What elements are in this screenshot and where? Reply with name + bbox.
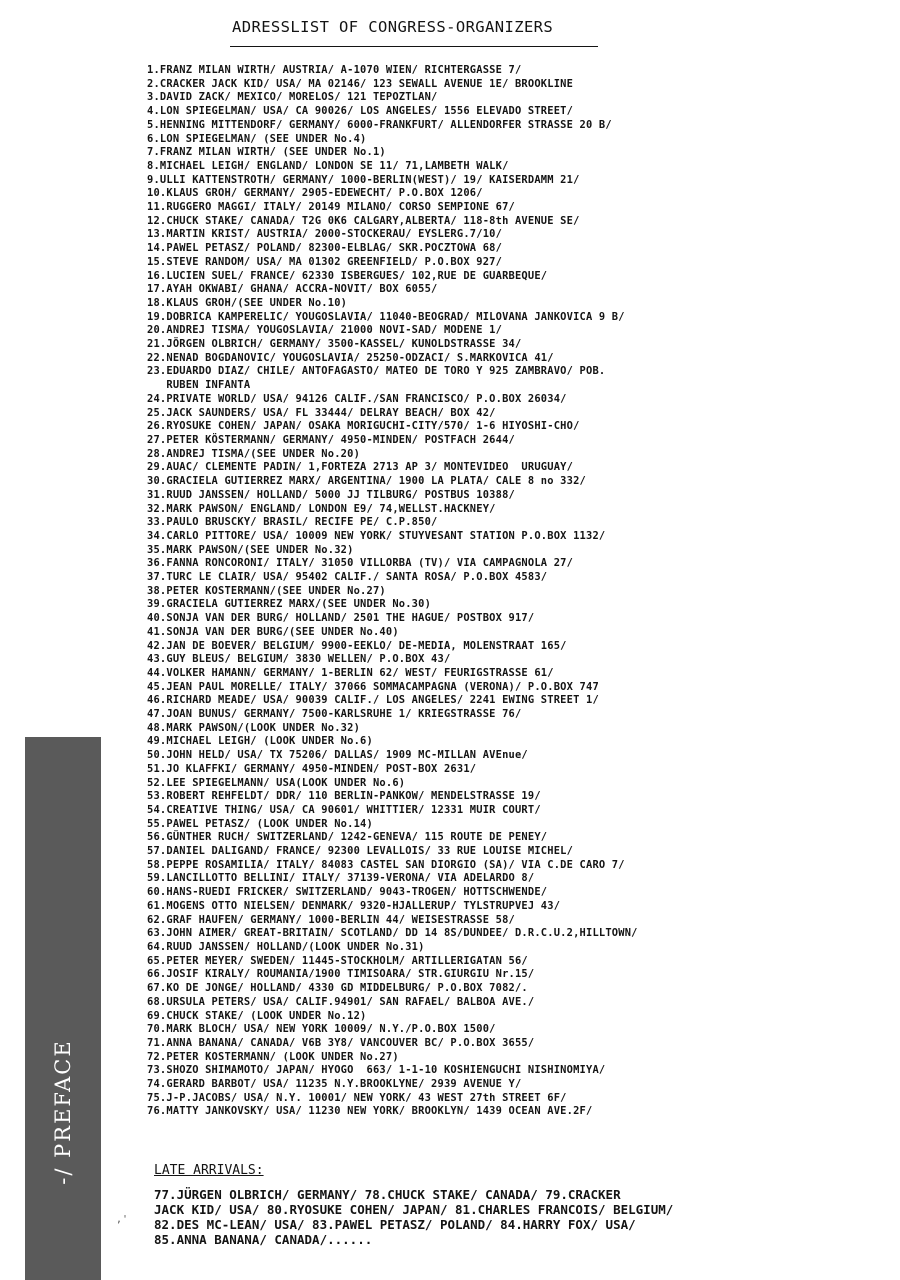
address-entry: 9.ULLI KATTENSTROTH/ GERMANY/ 1000-BERLIN(WEST)/ 19/ KAISERDAMM 21/	[147, 173, 580, 186]
address-entry: 61.MOGENS OTTO NIELSEN/ DENMARK/ 9320-HJALLERUP/ TYLSTRUPVEJ 43/	[147, 899, 561, 912]
address-entry: 45.JEAN PAUL MORELLE/ ITALY/ 37066 SOMMACAMPAGNA (VERONA)/ P.O.BOX 747	[147, 680, 599, 693]
address-entry: 41.SONJA VAN DER BURG/(SEE UNDER No.40)	[147, 625, 399, 638]
address-entry: 46.RICHARD MEADE/ USA/ 90039 CALIF./ LOS ANGELES/ 2241 EWING STREET 1/	[147, 694, 599, 707]
address-entry: 13.MARTIN KRIST/ AUSTRIA/ 2000-STOCKERAU/ EYSLERG.7/10/	[147, 228, 503, 241]
address-entry: 57.DANIEL DALIGAND/ FRANCE/ 92300 LEVALLOIS/ 33 RUE LOUISE MICHEL/	[147, 845, 574, 858]
address-entry: 56.GÜNTHER RUCH/ SWITZERLAND/ 1242-GENEVA/ 115 ROUTE DE PENEY/	[147, 831, 548, 844]
address-entry: 59.LANCILLOTTO BELLINI/ ITALY/ 37139-VERONA/ VIA ADELARDO 8/	[147, 872, 535, 885]
address-entry: 48.MARK PAWSON/(LOOK UNDER No.32)	[147, 721, 361, 734]
address-entry: 15.STEVE RANDOM/ USA/ MA 01302 GREENFIELD/ P.O.BOX 927/	[147, 255, 503, 268]
address-entry: 35.MARK PAWSON/(SEE UNDER No.32)	[147, 543, 354, 556]
section-side-tab	[25, 737, 101, 1280]
address-entry: 16.LUCIEN SUEL/ FRANCE/ 62330 ISBERGUES/ 102,RUE DE GUARBEQUE/	[147, 269, 548, 282]
address-entry: 11.RUGGERO MAGGI/ ITALY/ 20149 MILANO/ CORSO SEMPIONE 67/	[147, 201, 515, 214]
address-entry: 55.PAWEL PETASZ/ (LOOK UNDER No.14)	[147, 817, 373, 830]
address-entry: 19.DOBRICA KAMPERELIC/ YOUGOSLAVIA/ 11040-BEOGRAD/ MILOVANA JANKOVICA 9 B/	[147, 310, 625, 323]
address-entry: 49.MICHAEL LEIGH/ (LOOK UNDER No.6)	[147, 735, 373, 748]
address-entry: 42.JAN DE BOEVER/ BELGIUM/ 9900-EEKLO/ DE-MEDIA, MOLENSTRAAT 165/	[147, 639, 567, 652]
address-entry: 52.LEE SPIEGELMANN/ USA(LOOK UNDER No.6)	[147, 776, 406, 789]
address-entry: 30.GRACIELA GUTIERREZ MARX/ ARGENTINA/ 1900 LA PLATA/ CALE 8 no 332/	[147, 475, 586, 488]
title-underline	[230, 46, 598, 47]
stray-mark: ,'	[116, 1214, 129, 1225]
address-entry: 23.EDUARDO DIAZ/ CHILE/ ANTOFAGASTO/ MATEO DE TORO Y 925 ZAMBRAVO/ POB.	[147, 365, 606, 378]
address-entry: 62.GRAF HAUFEN/ GERMANY/ 1000-BERLIN 44/ WEISESTRASSE 58/	[147, 913, 515, 926]
address-entry: 27.PETER KÖSTERMANN/ GERMANY/ 4950-MINDEN/ POSTFACH 2644/	[147, 433, 515, 446]
late-arrival-line: 85.ANNA BANANA/ CANADA/......	[154, 1232, 373, 1247]
address-entry: 67.KO DE JONGE/ HOLLAND/ 4330 GD MIDDELBURG/ P.O.BOX 7082/.	[147, 982, 528, 995]
address-entry: RUBEN INFANTA	[147, 379, 251, 392]
address-entry: 63.JOHN AIMER/ GREAT-BRITAIN/ SCOTLAND/ DD 14 8S/DUNDEE/ D.R.C.U.2,HILLTOWN/	[147, 927, 638, 940]
address-entry: 10.KLAUS GROH/ GERMANY/ 2905-EDEWECHT/ P.O.BOX 1206/	[147, 187, 483, 200]
address-entry: 26.RYOSUKE COHEN/ JAPAN/ OSAKA MORIGUCHI-CITY/570/ 1-6 HIYOSHI-CHO/	[147, 420, 580, 433]
address-entry: 36.FANNA RONCORONI/ ITALY/ 31050 VILLORBA (TV)/ VIA CAMPAGNOLA 27/	[147, 557, 574, 570]
address-entry: 33.PAULO BRUSCKY/ BRASIL/ RECIFE PE/ C.P.850/	[147, 516, 438, 529]
address-entry: 28.ANDREJ TISMA/(SEE UNDER No.20)	[147, 447, 361, 460]
address-entry: 17.AYAH OKWABI/ GHANA/ ACCRA-NOVIT/ BOX 6055/	[147, 283, 438, 296]
address-entry: 25.JACK SAUNDERS/ USA/ FL 33444/ DELRAY BEACH/ BOX 42/	[147, 406, 496, 419]
address-entry: 50.JOHN HELD/ USA/ TX 75206/ DALLAS/ 1909 MC-MILLAN AVEnue/	[147, 749, 528, 762]
page-title: ADRESSLIST OF CONGRESS-ORGANIZERS	[232, 18, 554, 36]
address-entry: 66.JOSIF KIRALY/ ROUMANIA/1900 TIMISOARA/ STR.GIURGIU Nr.15/	[147, 968, 535, 981]
address-entry: 8.MICHAEL LEIGH/ ENGLAND/ LONDON SE 11/ 71,LAMBETH WALK/	[147, 159, 509, 172]
address-entry: 39.GRACIELA GUTIERREZ MARX/(SEE UNDER No.30)	[147, 598, 432, 611]
address-entry: 72.PETER KOSTERMANN/ (LOOK UNDER No.27)	[147, 1050, 399, 1063]
address-entry: 7.FRANZ MILAN WIRTH/ (SEE UNDER No.1)	[147, 146, 386, 159]
section-side-tab-label: -/ PREFACE	[51, 1039, 75, 1185]
late-arrival-line: 82.DES MC-LEAN/ USA/ 83.PAWEL PETASZ/ POLAND/ 84.HARRY FOX/ USA/	[154, 1217, 636, 1232]
address-entry: 73.SHOZO SHIMAMOTO/ JAPAN/ HYOGO 663/ 1-1-10 KOSHIENGUCHI NISHINOMIYA/	[147, 1064, 606, 1077]
late-arrival-line: 77.JÜRGEN OLBRICH/ GERMANY/ 78.CHUCK STAKE/ CANADA/ 79.CRACKER	[154, 1187, 621, 1202]
address-entry: 70.MARK BLOCH/ USA/ NEW YORK 10009/ N.Y./P.O.BOX 1500/	[147, 1023, 496, 1036]
address-entry: 54.CREATIVE THING/ USA/ CA 90601/ WHITTIER/ 12331 MUIR COURT/	[147, 803, 541, 816]
address-entry: 65.PETER MEYER/ SWEDEN/ 11445-STOCKHOLM/ ARTILLERIGATAN 56/	[147, 954, 528, 967]
late-arrivals-list	[154, 1187, 854, 1247]
address-entry: 69.CHUCK STAKE/ (LOOK UNDER No.12)	[147, 1009, 367, 1022]
late-arrival-line: JACK KID/ USA/ 80.RYOSUKE COHEN/ JAPAN/ 81.CHARLES FRANCOIS/ BELGIUM/	[154, 1202, 674, 1217]
address-entry: 1.FRANZ MILAN WIRTH/ AUSTRIA/ A-1070 WIEN/ RICHTERGASSE 7/	[147, 64, 522, 76]
address-list	[147, 64, 867, 1119]
address-entry: 68.URSULA PETERS/ USA/ CALIF.94901/ SAN RAFAEL/ BALBOA AVE./	[147, 995, 535, 1008]
address-entry: 44.VOLKER HAMANN/ GERMANY/ 1-BERLIN 62/ WEST/ FEURIGSTRASSE 61/	[147, 666, 554, 679]
address-entry: 4.LON SPIEGELMAN/ USA/ CA 90026/ LOS ANGELES/ 1556 ELEVADO STREET/	[147, 105, 574, 118]
address-entry: 24.PRIVATE WORLD/ USA/ 94126 CALIF./SAN FRANCISCO/ P.O.BOX 26034/	[147, 392, 567, 405]
address-entry: 40.SONJA VAN DER BURG/ HOLLAND/ 2501 THE HAGUE/ POSTBOX 917/	[147, 612, 535, 625]
address-entry: 43.GUY BLEUS/ BELGIUM/ 3830 WELLEN/ P.O.BOX 43/	[147, 653, 451, 666]
address-entry: 75.J-P.JACOBS/ USA/ N.Y. 10001/ NEW YORK/ 43 WEST 27th STREET 6F/	[147, 1091, 567, 1104]
address-entry: 76.MATTY JANKOVSKY/ USA/ 11230 NEW YORK/ BROOKLYN/ 1439 OCEAN AVE.2F/	[147, 1105, 593, 1118]
address-entry: 2.CRACKER JACK KID/ USA/ MA 02146/ 123 SEWALL AVENUE 1E/ BROOKLINE	[147, 77, 574, 90]
address-entry: 18.KLAUS GROH/(SEE UNDER No.10)	[147, 296, 348, 309]
address-entry: 71.ANNA BANANA/ CANADA/ V6B 3Y8/ VANCOUVER BC/ P.O.BOX 3655/	[147, 1036, 535, 1049]
address-entry: 22.NENAD BOGDANOVIC/ YOUGOSLAVIA/ 25250-ODZACI/ S.MARKOVICA 41/	[147, 351, 554, 364]
address-entry: 47.JOAN BUNUS/ GERMANY/ 7500-KARLSRUHE 1/ KRIEGSTRASSE 76/	[147, 708, 522, 721]
address-entry: 14.PAWEL PETASZ/ POLAND/ 82300-ELBLAG/ SKR.POCZTOWA 68/	[147, 242, 503, 255]
address-entry: 32.MARK PAWSON/ ENGLAND/ LONDON E9/ 74,WELLST.HACKNEY/	[147, 502, 496, 515]
late-arrivals-heading: LATE ARRIVALS:	[154, 1163, 264, 1178]
address-entry: 6.LON SPIEGELMAN/ (SEE UNDER No.4)	[147, 132, 367, 145]
address-entry: 5.HENNING MITTENDORF/ GERMANY/ 6000-FRANKFURT/ ALLENDORFER STRASSE 20 B/	[147, 118, 612, 131]
address-entry: 3.DAVID ZACK/ MEXICO/ MORELOS/ 121 TEPOZTLAN/	[147, 91, 438, 104]
address-entry: 58.PEPPE ROSAMILIA/ ITALY/ 84083 CASTEL SAN DIORGIO (SA)/ VIA C.DE CARO 7/	[147, 858, 625, 871]
address-entry: 53.ROBERT REHFELDT/ DDR/ 110 BERLIN-PANKOW/ MENDELSTRASSE 19/	[147, 790, 541, 803]
address-entry: 34.CARLO PITTORE/ USA/ 10009 NEW YORK/ STUYVESANT STATION P.O.BOX 1132/	[147, 529, 606, 542]
address-entry: 60.HANS-RUEDI FRICKER/ SWITZERLAND/ 9043-TROGEN/ HOTTSCHWENDE/	[147, 886, 548, 899]
address-entry: 38.PETER KOSTERMANN/(SEE UNDER No.27)	[147, 584, 386, 597]
address-entry: 29.AUAC/ CLEMENTE PADIN/ 1,FORTEZA 2713 AP 3/ MONTEVIDEO URUGUAY/	[147, 461, 574, 474]
address-entry: 64.RUUD JANSSEN/ HOLLAND/(LOOK UNDER No.31)	[147, 941, 425, 953]
address-entry: 31.RUUD JANSSEN/ HOLLAND/ 5000 JJ TILBURG/ POSTBUS 10388/	[147, 488, 515, 501]
address-entry: 37.TURC LE CLAIR/ USA/ 95402 CALIF./ SANTA ROSA/ P.O.BOX 4583/	[147, 571, 548, 584]
address-entry: 21.JÖRGEN OLBRICH/ GERMANY/ 3500-KASSEL/ KUNOLDSTRASSE 34/	[147, 338, 522, 351]
address-entry: 20.ANDREJ TISMA/ YOUGOSLAVIA/ 21000 NOVI-SAD/ MODENE 1/	[147, 324, 503, 337]
address-entry: 74.GERARD BARBOT/ USA/ 11235 N.Y.BROOKLYNE/ 2939 AVENUE Y/	[147, 1078, 522, 1091]
address-entry: 51.JO KLAFFKI/ GERMANY/ 4950-MINDEN/ POST-BOX 2631/	[147, 762, 477, 775]
address-entry: 12.CHUCK STAKE/ CANADA/ T2G 0K6 CALGARY,ALBERTA/ 118-8th AVENUE SE/	[147, 214, 580, 227]
